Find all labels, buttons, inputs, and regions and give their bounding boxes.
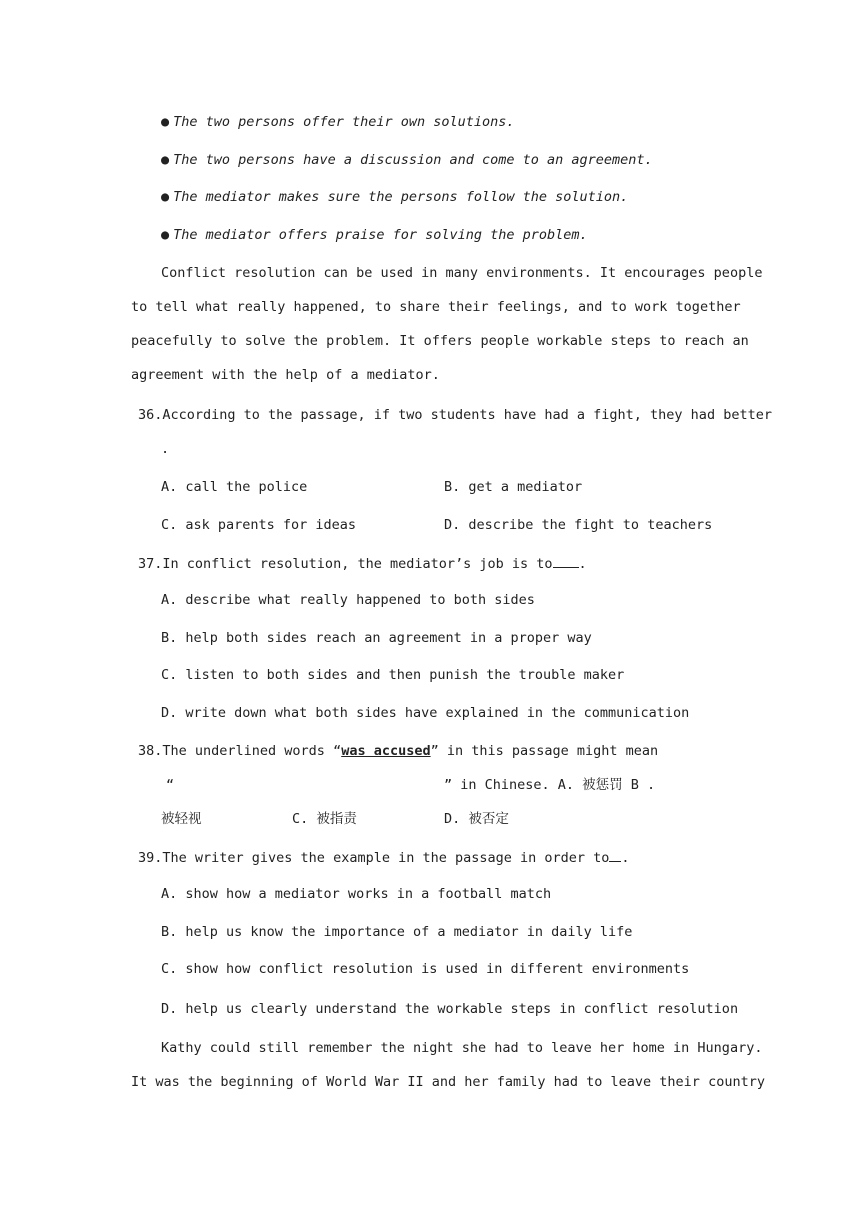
open-quote: “ (166, 777, 175, 793)
question-38-stem (138, 742, 658, 760)
question-36-stem: 36.According to the passage, if two students have had a fight, they had better (138, 407, 772, 423)
question-38-text-post: ” in this passage might mean (430, 743, 659, 759)
option-d: D. write down what both sides have explained in the communication (161, 705, 690, 721)
option-d: D. help us clearly understand the workable steps in conflict resolution (161, 1001, 739, 1017)
option-a: A. show how a mediator works in a football match (161, 886, 552, 902)
paragraph-line: to tell what really happened, to share their feelings, and to work together (131, 299, 741, 315)
option-c: C. ask parents for ideas (161, 517, 357, 533)
paragraph-line: It was the beginning of World War II and her family had to leave their country (131, 1074, 765, 1090)
bullet-symbol: ● (161, 227, 170, 243)
option-b: B. help us know the importance of a mediator in daily life (161, 924, 633, 940)
underlined-words: was accused (341, 743, 431, 759)
option-c: C. show how conflict resolution is used in different environments (161, 961, 690, 977)
question-39-stem (138, 847, 630, 867)
option-d: D. describe the fight to teachers (444, 517, 713, 533)
bullet-item (161, 226, 588, 244)
option-c: C. 被指责 (292, 811, 357, 827)
option-a: A. describe what really happened to both sides (161, 592, 535, 608)
bullet-item (161, 113, 515, 131)
paragraph-line: peacefully to solve the problem. It offers people workable steps to reach an (131, 333, 749, 349)
question-36-stem-continuation: . (161, 441, 170, 457)
option-d: D. 被否定 (444, 811, 509, 827)
paragraph-line: Conflict resolution can be used in many environments. It encourages people (161, 265, 763, 281)
option-c: C. listen to both sides and then punish the trouble maker (161, 667, 625, 683)
bullet-symbol: ● (161, 189, 170, 205)
question-39-text: 39.The writer gives the example in the passage in order to (138, 850, 610, 866)
bullet-symbol: ● (161, 152, 170, 168)
bullet-text: The mediator offers praise for solving the problem. (173, 227, 588, 243)
question-38-text-pre: 38.The underlined words “ (138, 743, 342, 759)
answer-blank (609, 847, 621, 862)
option-a: A. call the police (161, 479, 308, 495)
option-b: B. help both sides reach an agreement in a proper way (161, 630, 592, 646)
paragraph-line: Kathy could still remember the night she had to leave her home in Hungary. (161, 1040, 763, 1056)
answer-blank (553, 553, 579, 568)
question-38-line2: ” in Chinese. A. 被惩罚 B . (444, 777, 656, 793)
option-b-text: 被轻视 (161, 811, 202, 827)
option-b: B. get a mediator (444, 479, 583, 495)
bullet-item (161, 188, 628, 206)
bullet-symbol: ● (161, 114, 170, 130)
stem-end: . (578, 556, 587, 572)
bullet-text: The mediator makes sure the persons follow the solution. (173, 189, 629, 205)
bullet-text: The two persons offer their own solutions. (173, 114, 515, 130)
bullet-text: The two persons have a discussion and come to an agreement. (173, 152, 653, 168)
question-37-text: 37.In conflict resolution, the mediator’s job is to (138, 556, 553, 572)
paragraph-line: agreement with the help of a mediator. (131, 367, 440, 383)
stem-end: . (621, 850, 630, 866)
question-37-stem (138, 553, 587, 573)
bullet-item (161, 151, 653, 169)
